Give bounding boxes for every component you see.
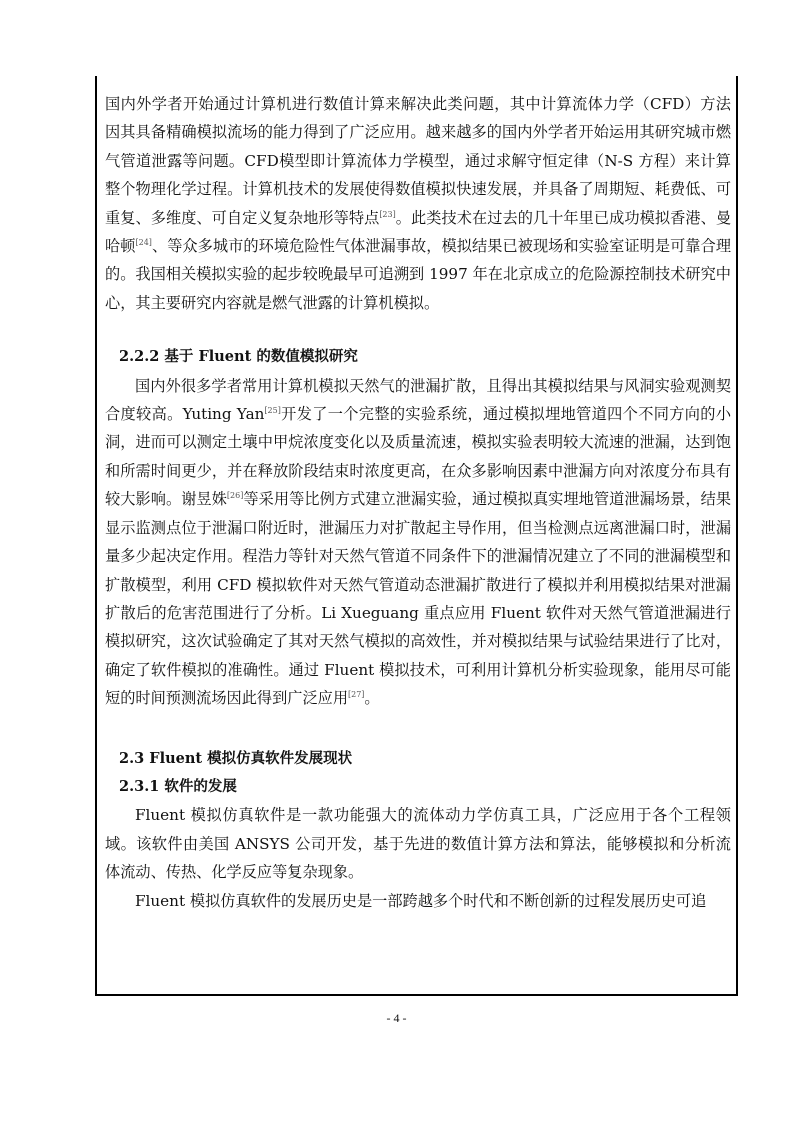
citation-23: [23]	[379, 209, 396, 219]
paragraph-software-intro: Fluent 模拟仿真软件是一款功能强大的流体动力学仿真工具，广泛应用于各个工程领域。该软件由美国 ANSYS 公司开发，基于先进的数值计算方法和算法，能够模拟和分析流体流动、传热、化学反应等复杂现象。	[105, 806, 731, 882]
section-heading-2-2-2: 2.2.2 基于 Fluent 的数值模拟研究	[119, 348, 358, 366]
section-heading-2-3: 2.3 Fluent 模拟仿真软件发展现状	[119, 749, 353, 767]
section-heading-2-3-1: 2.3.1 软件的发展	[119, 777, 237, 795]
citation-24: [24]	[135, 238, 152, 248]
citation-27: [27]	[348, 690, 365, 700]
document-body	[105, 90, 731, 915]
page-number: - 4 -	[386, 1011, 407, 1025]
paragraph-software-history: Fluent 模拟仿真软件的发展历史是一部跨越多个时代和不断创新的过程发展历史可追	[135, 891, 707, 910]
citation-25: [25]	[264, 406, 281, 416]
citation-26: [26]	[226, 491, 244, 501]
paragraph-fluent-research: 国内外很多学者常用计算机模拟天然气的泄漏扩散，且得出其模拟结果与风洞实验观测契合度较高。Yuting Yan[25]开发了一个完整的实验系统，通过模拟埋地管道四个不同方向的小洞，进而可以测定土壤中甲烷浓度变化以及质量流速，模拟实验表明较大流速的泄漏，达到饱和所需时间更少，并在释放阶段结束时浓度更高，在众多影响因素中泄漏方向对浓度分布具有较大影响。谢昱姝[26]等采用等比例方式建立泄漏实验，通过模拟真实埋地管道泄漏场景，结果显示监测点位于泄漏口附近时，泄漏压力对扩散起主导作用，但当检测点远离泄漏口时，泄漏量多少起决定作用。程浩力等针对天然气管道不同条件下的泄漏情况建立了不同的泄漏模型和扩散模型，利用 CFD 模拟软件对天然气管道动态泄漏扩散进行了模拟并利用模拟结果对泄漏扩散后的危害范围进行了分析。Li Xueguang 重点应用 Fluent 软件对天然气管道泄漏进行模拟研究，这次试验确定了其对天然气模拟的高效性，并对模拟结果与试验结果进行了比对，确定了软件模拟的准确性。通过 Fluent 模拟技术，可利用计算机分析实验现象，能用尽可能短的时间预测流场因此得到广泛应用[27]。	[105, 376, 732, 708]
paragraph-cfd-intro: 国内外学者开始通过计算机进行数值计算来解决此类问题，其中计算流体力学（CFD）方法因其具备精确模拟流场的能力得到了广泛应用。越来越多的国内外学者开始运用其研究城市燃气管道泄露等问题。CFD模型即计算流体力学模型，通过求解守恒定律（N-S 方程）来计算整个物理化学过程。计算机技术的发展使得数值模拟快速发展，并具备了周期短、耗费低、可重复、多维度、可自定义复杂地形等特点[23]。此类技术在过去的几十年里已成功模拟香港、曼哈顿[24]、等众多城市的环境危险性气体泄漏事故，模拟结果已被现场和实验室证明是可靠合理的。我国相关模拟实验的起步较晚最早可追溯到 1997 年在北京成立的危险源控制技术研究中心，其主要研究内容就是燃气泄露的计算机模拟。	[105, 95, 732, 312]
